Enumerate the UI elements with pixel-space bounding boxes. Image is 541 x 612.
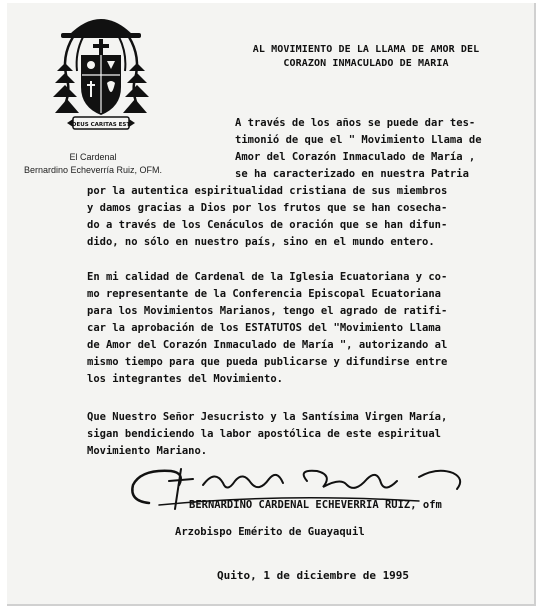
caption-name: Bernardino Echeverría Ruiz, OFM. (23, 165, 163, 175)
body-paragraph-2 (87, 269, 527, 388)
signer-role: Arzobispo Emérito de Guayaquil (175, 526, 365, 538)
text-line: sigan bendiciendo la labor apostólica de este espiritual (87, 428, 442, 440)
addressee-line-2: CORAZON INMACULADO DE MARIA (283, 58, 449, 69)
caption-title: El Cardenal (69, 152, 117, 162)
text-line: para los Movimientos Marianos, tengo el agrado de ratifi- (87, 305, 448, 317)
text-line: mismo tiempo para que pueda publicarse y difundirse entre (87, 356, 448, 368)
text-line: A través de los años se puede dar tes- (235, 117, 476, 129)
signer-block (175, 497, 515, 541)
body-paragraph-3 (87, 409, 527, 460)
text-line: En mi calidad de Cardenal de la Iglesia Ecuatoriana y co- (87, 271, 448, 283)
text-line: dido, no sólo en nuestro país, sino en el mundo entero. (87, 236, 435, 248)
intro-paragraph (235, 115, 525, 183)
text-line: por la autentica espiritualidad cristiana de sus miembros (87, 185, 448, 197)
addressee-line-1: AL MOVIMIENTO DE LA LLAMA DE AMOR DEL (252, 44, 480, 55)
text-line: los integrantes del Movimiento. (87, 373, 283, 385)
letter-page (7, 3, 536, 606)
text-line: mo representante de la Conferencia Episcopal Ecuatoriana (87, 288, 442, 300)
motto-text: DEUS CARITAS EST (71, 122, 131, 128)
cardinal-coat-of-arms-icon (53, 9, 149, 137)
body-paragraph-1 (87, 183, 527, 251)
signer-name: BERNARDINO CARDENAL ECHEVERRIA RUIZ, ofm (189, 499, 442, 511)
text-line: Movimiento Mariano. (87, 445, 208, 457)
text-line: timonió de que el " Movimiento Llama de (235, 134, 482, 146)
letter-addressee (221, 43, 511, 71)
text-line: Amor del Corazón Inmaculado de María , (235, 151, 476, 163)
text-line: Que Nuestro Señor Jesucristo y la Santísima Virgen María, (87, 411, 448, 423)
text-line: y damos gracias a Dios por los frutos que se han cosecha- (87, 202, 448, 214)
cardinal-caption (13, 151, 173, 177)
text-line: se ha caracterizado en nuestra Patria (235, 168, 469, 180)
text-line: car la aprobación de los ESTATUTOS del "Movimiento Llama (87, 322, 442, 334)
text-line: de Amor del Corazón Inmaculado de María ", autorizando al (87, 339, 448, 351)
text-line: do a través de los Cenáculos de oración que se han difun- (87, 219, 448, 231)
letter-date: Quito, 1 de diciembre de 1995 (217, 569, 410, 582)
